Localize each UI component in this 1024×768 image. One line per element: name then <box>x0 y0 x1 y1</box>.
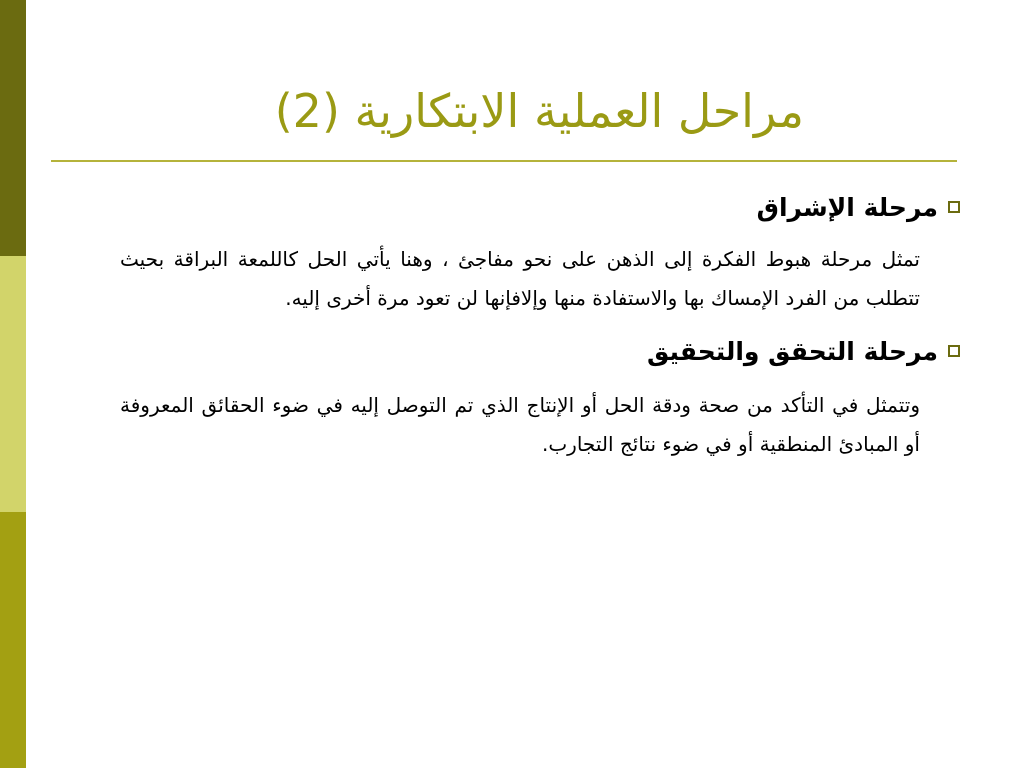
decorative-stripe-top <box>0 0 26 256</box>
bullet-heading: مرحلة الإشراق <box>756 192 938 222</box>
decorative-stripe-middle <box>0 256 26 512</box>
square-bullet-icon <box>948 201 960 213</box>
bullet-heading: مرحلة التحقق والتحقيق <box>647 336 938 366</box>
decorative-stripe-bottom <box>0 512 26 768</box>
bullet-paragraph: وتتمثل في التأكد من صحة ودقة الحل أو الإنتاج الذي تم التوصل إليه في ضوء الحقائق المعروفة أو المبادئ المنطقية أو في ضوء نتائج التجارب. <box>120 393 920 456</box>
title-divider <box>51 160 957 162</box>
slide-content <box>60 180 960 464</box>
square-bullet-icon <box>948 345 960 357</box>
bullet-item-illumination <box>60 180 960 234</box>
slide-title: مراحل العملية الابتكارية (2) <box>274 84 804 138</box>
bullet-item-verification <box>60 324 960 378</box>
bullet-paragraph: تمثل مرحلة هبوط الفكرة إلى الذهن على نحو مفاجئ ، وهنا يأتي الحل كاللمعة البراقة بحيث تتطلب من الفرد الإمساك بها والاستفادة منها وإلافإنها لن تعود مرة أخرى إليه. <box>120 247 920 310</box>
